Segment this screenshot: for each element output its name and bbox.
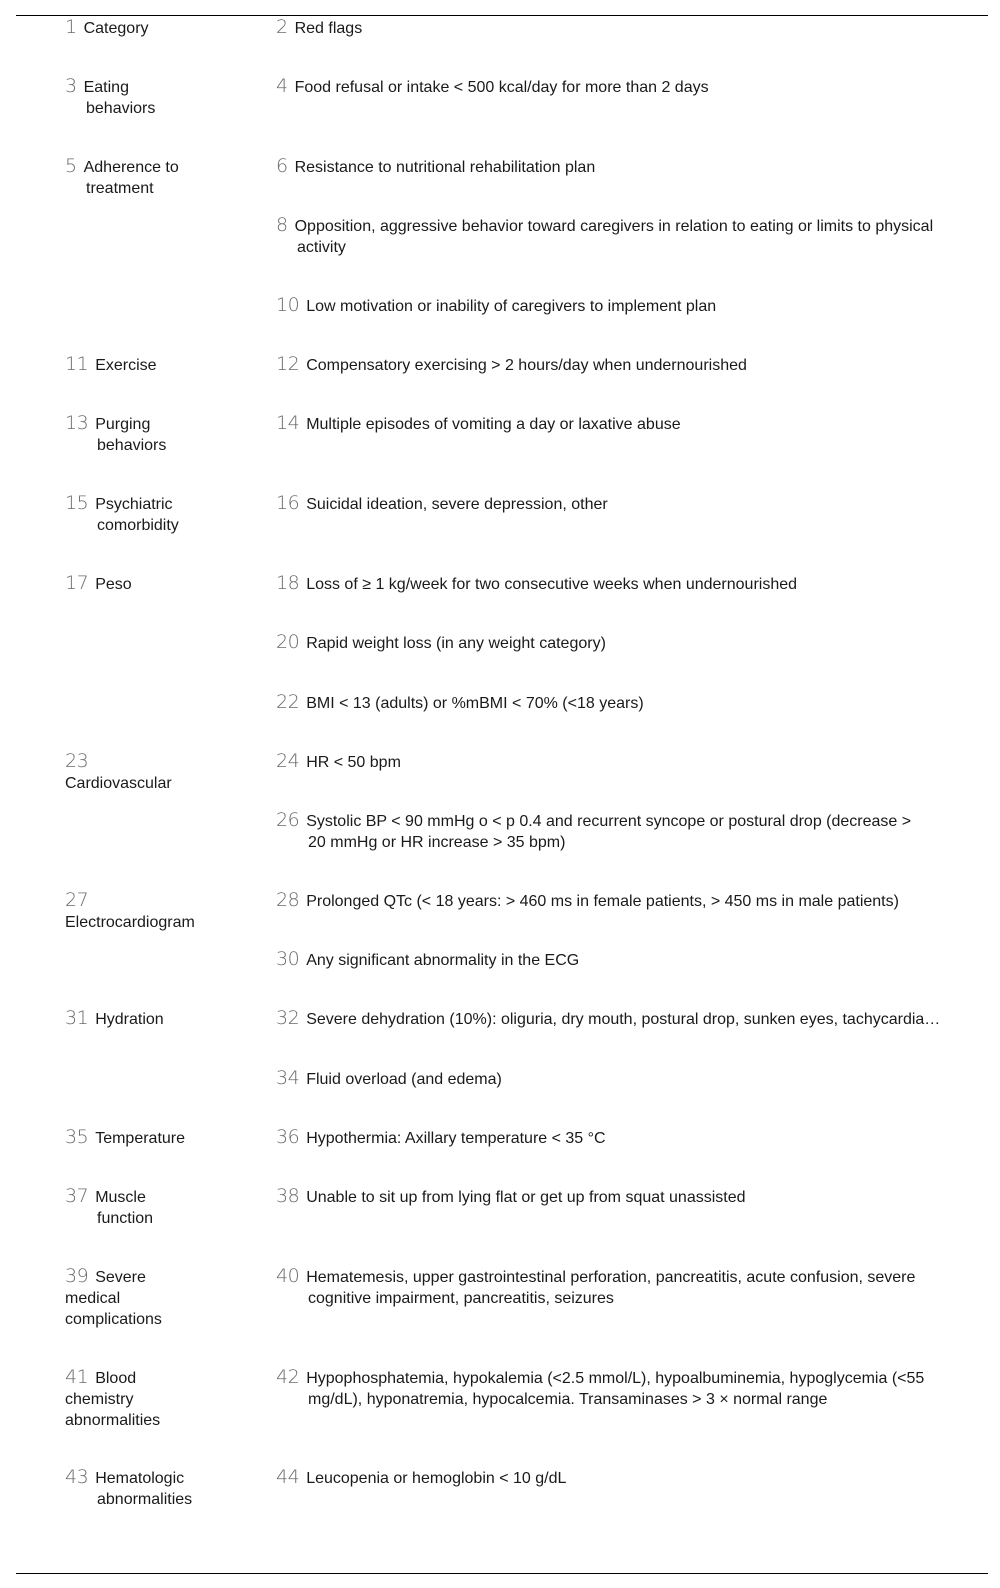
- cell-text: BMI < 13 (adults) or %mBMI < 70% (<18 years): [306, 695, 644, 712]
- cell-text: Muscle function: [95, 1189, 154, 1227]
- category-cell: [65, 76, 196, 119]
- cell-text: Temperature: [95, 1130, 186, 1147]
- line-number: 6: [276, 155, 288, 177]
- red-flag-cell: [276, 215, 957, 258]
- line-number: 13: [65, 412, 89, 434]
- line-number: 43: [65, 1466, 89, 1488]
- line-number: 11: [65, 353, 89, 375]
- line-number: 40: [276, 1265, 300, 1287]
- table-bottom-rule: [16, 1573, 988, 1574]
- line-number: 5: [65, 155, 77, 177]
- red-flag-cell: [276, 76, 957, 98]
- cell-text: HR < 50 bpm: [306, 754, 401, 771]
- cell-text: Fluid overload (and edema): [306, 1071, 502, 1088]
- red-flag-cell: [276, 1186, 968, 1208]
- cell-text: Opposition, aggressive behavior toward caregivers in relation to eating or limits to physical activity: [294, 218, 934, 256]
- line-number: 44: [276, 1466, 300, 1488]
- cell-text: Hypothermia: Axillary temperature < 35 °C: [306, 1130, 606, 1147]
- red-flag-cell: [276, 1008, 988, 1030]
- red-flag-cell: [276, 1367, 928, 1410]
- line-number: 24: [276, 750, 300, 772]
- line-number: 14: [276, 412, 300, 434]
- line-number: 35: [65, 1126, 89, 1148]
- cell-text: Multiple episodes of vomiting a day or laxative abuse: [306, 416, 681, 433]
- category-cell: [65, 493, 217, 536]
- table-header-category: [65, 17, 251, 39]
- line-number: 32: [276, 1007, 300, 1029]
- line-number: 4: [276, 75, 288, 97]
- red-flag-cell: [276, 751, 968, 773]
- red-flag-cell: [276, 573, 968, 595]
- red-flag-cell: [276, 949, 968, 971]
- table-top-rule: [16, 15, 988, 16]
- line-number: 10: [276, 294, 300, 316]
- cell-text: Hypophosphatemia, hypokalemia (<2.5 mmol/L), hypoalbuminemia, hypoglycemia (<55 mg/dL), hyponatremia, hypocalcemia. Transaminases > 3 × normal range: [306, 1370, 925, 1408]
- line-number: 12: [276, 353, 300, 375]
- cell-text: Exercise: [95, 357, 157, 374]
- red-flag-cell: [276, 1127, 968, 1149]
- line-number: 15: [65, 492, 89, 514]
- category-cell: [65, 156, 216, 199]
- line-number: 42: [276, 1366, 300, 1388]
- cell-text: Severe dehydration (10%): oliguria, dry mouth, postural drop, sunken eyes, tachycardia…: [306, 1011, 941, 1028]
- red-flag-cell: [276, 413, 968, 435]
- cell-text: Food refusal or intake < 500 kcal/day for more than 2 days: [294, 79, 709, 96]
- line-number: 18: [276, 572, 300, 594]
- category-cell: [65, 751, 185, 794]
- line-number: 41: [65, 1366, 89, 1388]
- category-cell: [65, 1008, 262, 1030]
- cell-text: Compensatory exercising > 2 hours/day when undernourished: [306, 357, 747, 374]
- line-number: 37: [65, 1185, 89, 1207]
- cell-text: Hydration: [95, 1011, 164, 1028]
- cell-text: Resistance to nutritional rehabilitation plan: [294, 159, 596, 176]
- red-flag-cell: [276, 1266, 948, 1309]
- cell-text: Rapid weight loss (in any weight category): [306, 635, 606, 652]
- category-cell: [65, 1186, 197, 1229]
- red-flag-cell: [276, 692, 968, 714]
- cell-text: Leucopenia or hemoglobin < 10 g/dL: [306, 1470, 567, 1487]
- category-cell: [65, 413, 207, 456]
- line-number: 3: [65, 75, 77, 97]
- category-cell: [65, 1266, 185, 1330]
- line-number: 17: [65, 572, 89, 594]
- category-cell: [65, 354, 262, 376]
- cell-text: Prolonged QTc (< 18 years: > 460 ms in female patients, > 450 ms in male patients): [306, 893, 899, 910]
- cell-text: Low motivation or inability of caregivers to implement plan: [306, 298, 717, 315]
- line-number: 1: [65, 16, 77, 38]
- line-number: 8: [276, 214, 288, 236]
- line-number: 31: [65, 1007, 89, 1029]
- cell-text: Hematemesis, upper gastrointestinal perforation, pancreatitis, acute confusion, severe cognitive impairment, pancreatitis, seizures: [306, 1269, 916, 1307]
- red-flag-cell: [276, 493, 968, 515]
- red-flag-cell: [276, 632, 968, 654]
- line-number: 23: [65, 750, 89, 772]
- cell-text: Suicidal ideation, severe depression, other: [306, 496, 608, 513]
- cell-text: Unable to sit up from lying flat or get up from squat unassisted: [306, 1189, 746, 1206]
- cell-text: Systolic BP < 90 mmHg o < p 0.4 and recurrent syncope or postural drop (decrease > 20 mmHg or HR increase > 35 bpm): [306, 813, 912, 851]
- category-cell: [65, 573, 262, 595]
- cell-text: Loss of ≥ 1 kg/week for two consecutive weeks when undernourished: [306, 576, 798, 593]
- red-flag-cell: [276, 1467, 968, 1489]
- line-number: 2: [276, 16, 288, 38]
- red-flag-cell: [276, 890, 988, 912]
- cell-text: Adherence to treatment: [83, 159, 179, 197]
- line-number: 22: [276, 691, 300, 713]
- line-number: 38: [276, 1185, 300, 1207]
- cell-text: Electrocardiogram: [65, 914, 195, 931]
- line-number: 39: [65, 1265, 89, 1287]
- category-cell: [65, 890, 230, 933]
- cell-text: Purging behaviors: [95, 416, 167, 454]
- cell-text: Hematologic abnormalities: [95, 1470, 193, 1508]
- red-flag-cell: [276, 1068, 968, 1090]
- cell-text: Red flags: [294, 20, 363, 37]
- line-number: 28: [276, 889, 300, 911]
- cell-text: Any significant abnormality in the ECG: [306, 952, 580, 969]
- cell-text: Eating behaviors: [83, 79, 156, 117]
- cell-text: Blood chemistry abnormalities: [65, 1370, 161, 1429]
- category-cell: [65, 1467, 227, 1510]
- line-number: 27: [65, 889, 89, 911]
- cell-text: Cardiovascular: [65, 775, 172, 792]
- cell-text: Peso: [95, 576, 132, 593]
- red-flag-cell: [276, 810, 928, 853]
- line-number: 20: [276, 631, 300, 653]
- category-cell: [65, 1367, 175, 1431]
- line-number: 30: [276, 948, 300, 970]
- line-number: 36: [276, 1126, 300, 1148]
- red-flag-cell: [276, 354, 968, 376]
- cell-text: Category: [83, 20, 149, 37]
- red-flag-cell: [276, 295, 968, 317]
- table-header-red-flags: [276, 17, 957, 39]
- cell-text: Psychiatric comorbidity: [95, 496, 179, 534]
- line-number: 26: [276, 809, 300, 831]
- line-number: 34: [276, 1067, 300, 1089]
- line-number: 16: [276, 492, 300, 514]
- red-flag-cell: [276, 156, 957, 178]
- cell-text: Severe medical complications: [65, 1269, 162, 1328]
- category-cell: [65, 1127, 262, 1149]
